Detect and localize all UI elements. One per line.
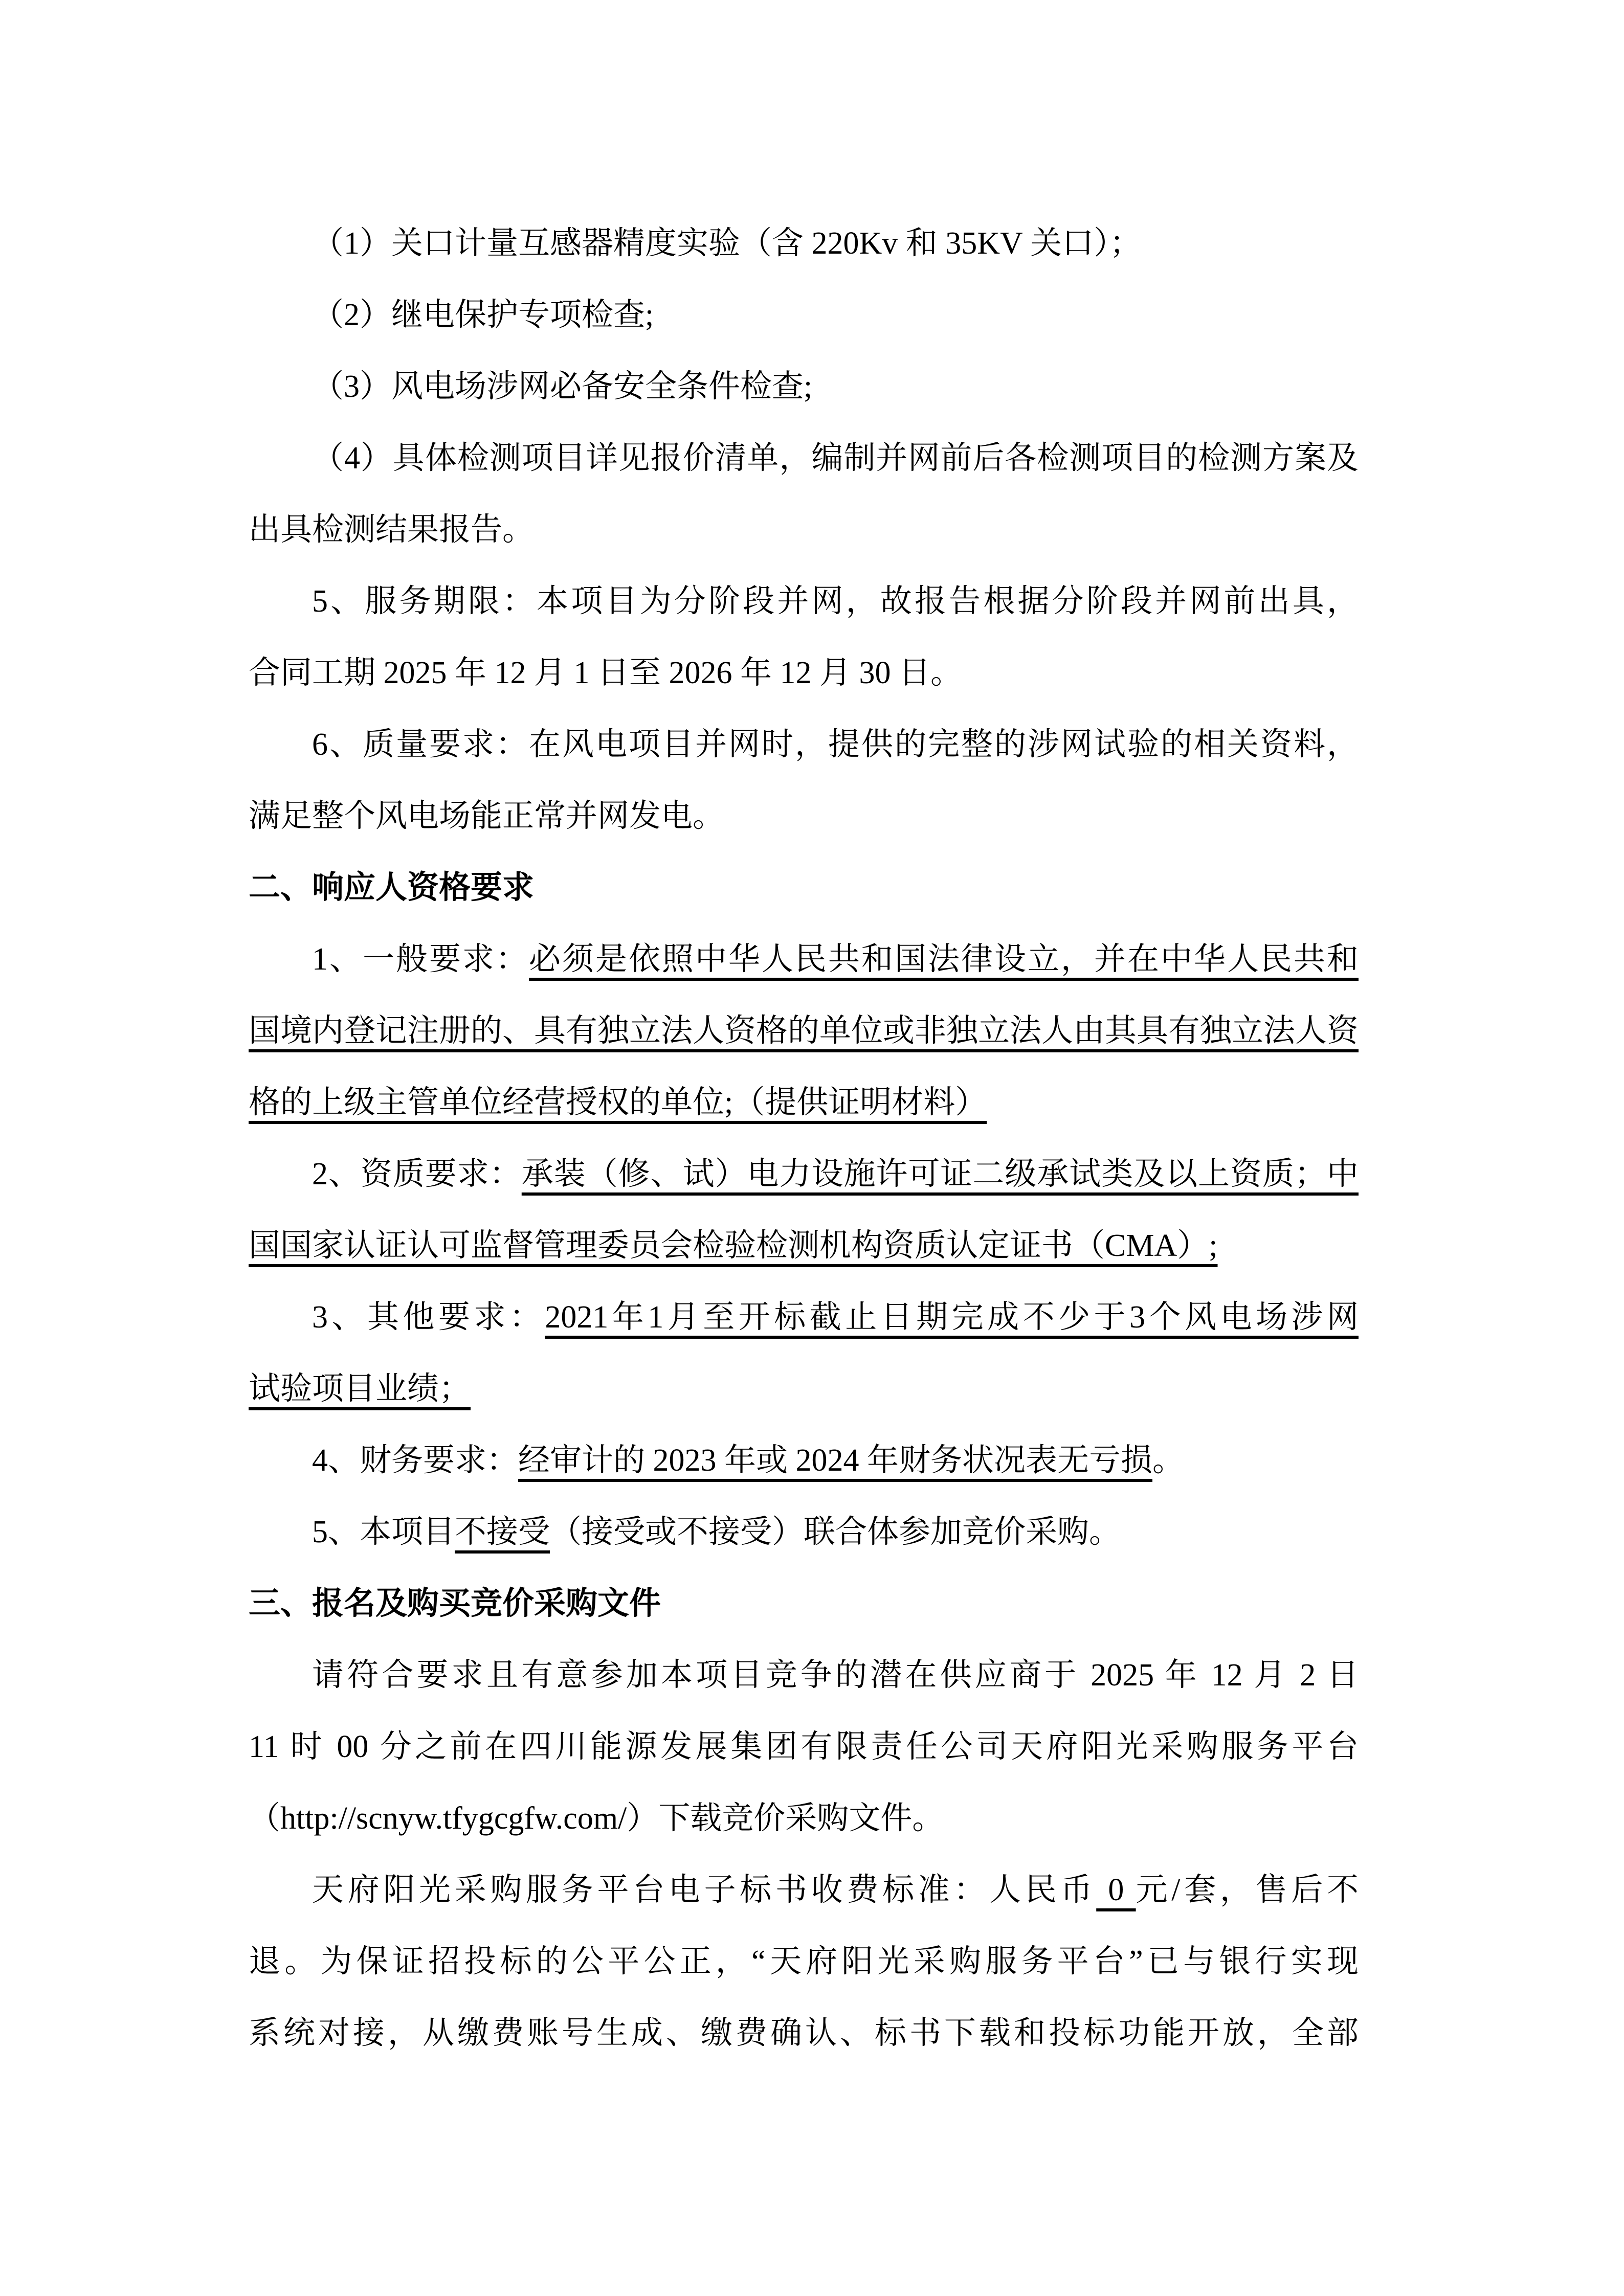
document-line bbox=[249, 351, 1359, 422]
underlined-text: 2021年1月至开标截止日期完成不少于3个风电场涉网 bbox=[545, 1300, 1359, 1335]
document-line bbox=[249, 709, 1359, 780]
document-line bbox=[249, 1067, 1359, 1138]
text-segment: （3）风电场涉网必备安全条件检查; bbox=[312, 369, 813, 404]
text-segment: 1、一般要求： bbox=[312, 942, 529, 977]
document-line bbox=[249, 1639, 1359, 1711]
text-segment: （接受或不接受）联合体参加竞价采购。 bbox=[550, 1515, 1121, 1549]
document-line bbox=[249, 780, 1359, 852]
text-segment: （2）继电保护专项检查; bbox=[312, 298, 654, 332]
text-segment: 三、报名及购买竞价采购文件 bbox=[249, 1586, 661, 1621]
underlined-text: 承装（修、试）电力设施许可证二级承试类及以上资质；中 bbox=[521, 1157, 1359, 1191]
underlined-text: 格的上级主管单位经营授权的单位;（提供证明材料） bbox=[249, 1085, 987, 1120]
document-line bbox=[249, 1138, 1359, 1210]
text-segment: （http://scnyw.tfygcgfw.com/）下载竞价采购文件。 bbox=[249, 1801, 944, 1836]
underlined-text: 国国家认证认可监督管理委员会检验检测机构资质认定证书（CMA）; bbox=[249, 1228, 1218, 1263]
document-line bbox=[249, 1854, 1359, 1926]
text-segment: 4、财务要求： bbox=[312, 1443, 519, 1478]
text-segment: 2、资质要求： bbox=[312, 1157, 522, 1191]
section-heading bbox=[249, 1568, 1359, 1639]
underlined-text: 国境内登记注册的、具有独立法人资格的单位或非独立法人由其具有独立法人资 bbox=[249, 1014, 1359, 1048]
section-heading bbox=[249, 852, 1359, 924]
document-line bbox=[249, 1210, 1359, 1281]
document-line bbox=[249, 995, 1359, 1067]
text-segment: 系统对接，从缴费账号生成、缴费确认、标书下载和投标功能开放，全部 bbox=[249, 2016, 1359, 2051]
text-segment: （1）关口计量互感器精度实验（含 220Kv 和 35KV 关口）； bbox=[312, 226, 1142, 261]
document-line bbox=[249, 1425, 1359, 1496]
underlined-text: 0 bbox=[1096, 1873, 1136, 1907]
text-segment: 二、响应人资格要求 bbox=[249, 870, 535, 905]
text-segment: 5、服务期限：本项目为分阶段并网，故报告根据分阶段并网前出具， bbox=[312, 584, 1359, 619]
document-line bbox=[249, 494, 1359, 566]
underlined-text: 试验项目业绩； bbox=[249, 1371, 471, 1406]
underlined-text: 不接受 bbox=[455, 1515, 550, 1549]
document-line bbox=[249, 1997, 1359, 2069]
text-segment: 退。为保证招投标的公平公正，“天府阳光采购服务平台”已与银行实现 bbox=[249, 1944, 1359, 1979]
document-line bbox=[249, 1281, 1359, 1353]
document-line bbox=[249, 1711, 1359, 1783]
document-line bbox=[249, 1353, 1359, 1425]
text-segment: 满足整个风电场能正常并网发电。 bbox=[249, 799, 725, 834]
document-line bbox=[249, 1926, 1359, 1997]
document-line bbox=[249, 1496, 1359, 1568]
underlined-text: 必须是依照中华人民共和国法律设立，并在中华人民共和 bbox=[529, 942, 1359, 977]
document-line bbox=[249, 208, 1359, 279]
underlined-text: 经审计的 2023 年或 2024 年财务状况表无亏损 bbox=[518, 1443, 1153, 1478]
text-segment: 11 时 00 分之前在四川能源发展集团有限责任公司天府阳光采购服务平台 bbox=[249, 1729, 1359, 1764]
text-segment: 5、本项目 bbox=[312, 1515, 455, 1549]
text-segment: 。 bbox=[1152, 1443, 1185, 1478]
document-line bbox=[249, 1783, 1359, 1854]
text-segment: 出具检测结果报告。 bbox=[249, 512, 535, 547]
text-segment: （4）具体检测项目详见报价清单，编制并网前后各检测项目的检测方案及 bbox=[312, 441, 1359, 476]
text-segment: 合同工期 2025 年 12 月 1 日至 2026 年 12 月 30 日。 bbox=[249, 656, 963, 690]
document-line bbox=[249, 566, 1359, 637]
document-line bbox=[249, 422, 1359, 494]
document-body bbox=[249, 208, 1359, 2069]
text-segment: 请符合要求且有意参加本项目竞争的潜在供应商于 2025 年 12 月 2 日 bbox=[312, 1658, 1359, 1693]
text-segment: 元/套，售后不 bbox=[1136, 1873, 1359, 1907]
document-line bbox=[249, 637, 1359, 709]
document-line bbox=[249, 279, 1359, 351]
text-segment: 天府阳光采购服务平台电子标书收费标准：人民币 bbox=[312, 1873, 1097, 1907]
document-line bbox=[249, 924, 1359, 995]
text-segment: 3、其他要求： bbox=[312, 1300, 545, 1335]
text-segment: 6、质量要求：在风电项目并网时，提供的完整的涉网试验的相关资料， bbox=[312, 727, 1359, 762]
